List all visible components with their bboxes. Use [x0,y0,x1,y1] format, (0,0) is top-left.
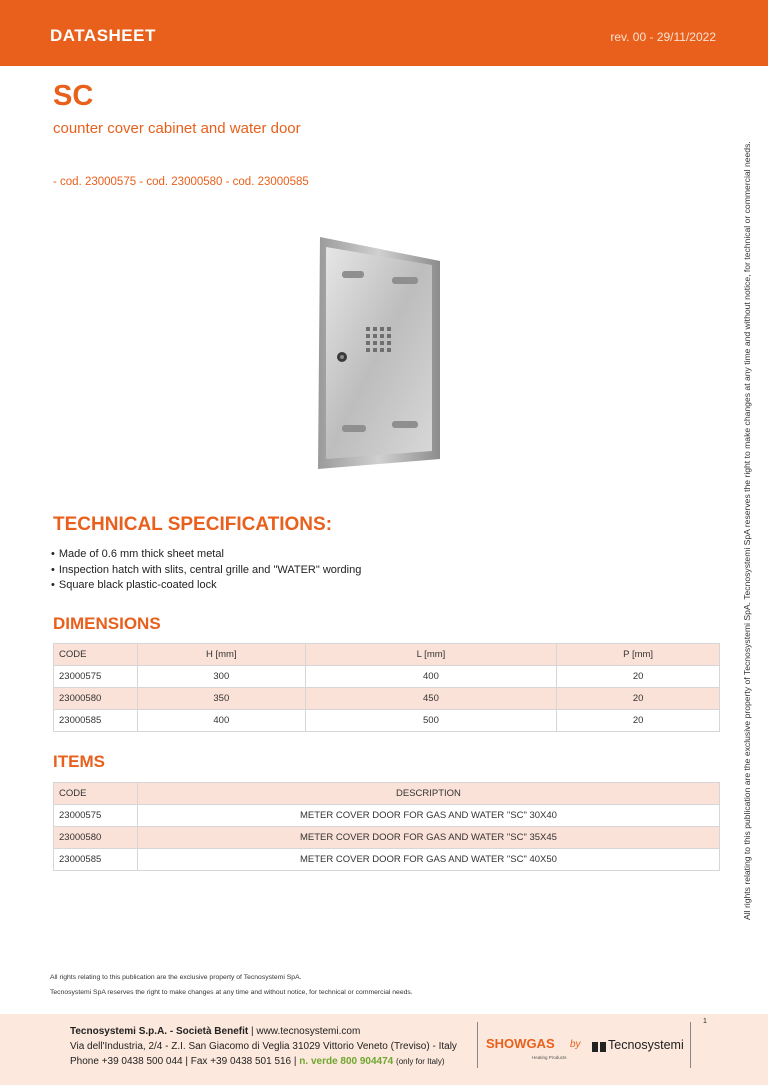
footer [0,1014,768,1085]
revision-label: rev. 00 - 29/11/2022 [610,30,716,44]
column-header: H [mm] [137,644,305,666]
table-cell: 23000580 [54,688,138,710]
showgas-logo: SHOWGAS [486,1036,555,1051]
table-cell: 23000585 [54,849,138,871]
side-legal-note: All rights relating to this publication are the exclusive property of Tecnosystemi SpA. Tecnosystemi SpA reserves the right to make changes at any time and without notice, for technical or commercial needs. [742,141,752,920]
phone-fax: Phone +39 0438 500 044 | Fax +39 0438 501 516 | [70,1056,297,1067]
tecnosystemi-logo: Tecnosystemi [608,1038,684,1052]
table-row [54,805,720,827]
table-row [54,688,720,710]
dimensions-table [53,643,720,732]
website-link[interactable]: | www.tecnosystemi.com [250,1026,361,1037]
table-cell: 400 [137,710,305,732]
legal-note-changes: Tecnosystemi SpA reserves the right to make changes at any time and without notice, for technical or commercial needs. [50,989,413,996]
column-header: CODE [54,644,138,666]
technical-specifications-heading: TECHNICAL SPECIFICATIONS: [53,514,333,535]
table-cell: 23000585 [54,710,138,732]
items-heading: ITEMS [53,752,105,771]
dimensions-heading: DIMENSIONS [53,614,161,633]
table-cell: 23000575 [54,805,138,827]
table-cell: 400 [305,666,557,688]
footer-divider [690,1022,691,1068]
legal-note-rights: All rights relating to this publication are the exclusive property of Tecnosystemi SpA. [50,974,302,981]
spec-list [51,547,361,594]
table-cell: 23000575 [54,666,138,688]
table-cell: 350 [137,688,305,710]
by-label: by [570,1039,581,1050]
table-row [54,710,720,732]
product-subtitle: counter cover cabinet and water door [53,120,301,137]
product-name: SC [53,80,94,112]
footer-company-line [70,1026,360,1037]
table-cell: 20 [557,710,720,732]
tecnosystemi-logo-mark-icon [592,1042,606,1052]
items-table [53,782,720,871]
column-header: CODE [54,783,138,805]
table-row [54,666,720,688]
table-cell: METER COVER DOOR FOR GAS AND WATER "SC" 40X50 [137,849,719,871]
table-cell: 300 [137,666,305,688]
showgas-logo-tagline: Heating Products [532,1055,567,1060]
table-cell: 20 [557,688,720,710]
table-cell: 450 [305,688,557,710]
table-cell: METER COVER DOOR FOR GAS AND WATER "SC" 30X40 [137,805,719,827]
footer-divider [477,1022,478,1068]
datasheet-title: DATASHEET [50,26,156,45]
toll-free-note: (only for Italy) [396,1057,445,1066]
product-image [316,237,440,469]
table-cell: 23000580 [54,827,138,849]
table-header-row [54,644,720,666]
toll-free-number: n. verde 800 904474 [299,1056,394,1067]
column-header: DESCRIPTION [137,783,719,805]
footer-address: Via dell'Industria, 2/4 - Z.I. San Giacomo di Veglia 31029 Vittorio Veneto (Treviso) - Italy [70,1041,457,1052]
table-row [54,849,720,871]
header-bar [0,0,768,66]
table-header-row [54,783,720,805]
column-header: L [mm] [305,644,557,666]
table-cell: 20 [557,666,720,688]
table-cell: METER COVER DOOR FOR GAS AND WATER "SC" 35X45 [137,827,719,849]
product-codes: - cod. 23000575 - cod. 23000580 - cod. 23000585 [53,176,309,188]
table-cell: 500 [305,710,557,732]
page-number: 1 [703,1018,707,1025]
footer-contacts [70,1056,445,1067]
column-header: P [mm] [557,644,720,666]
company-name: Tecnosystemi S.p.A. - Società Benefit [70,1026,249,1037]
spec-item: • Made of 0.6 mm thick sheet metal [51,547,361,563]
table-row [54,827,720,849]
spec-item: • Inspection hatch with slits, central grille and "WATER" wording [51,563,361,579]
spec-item: • Square black plastic-coated lock [51,578,361,594]
